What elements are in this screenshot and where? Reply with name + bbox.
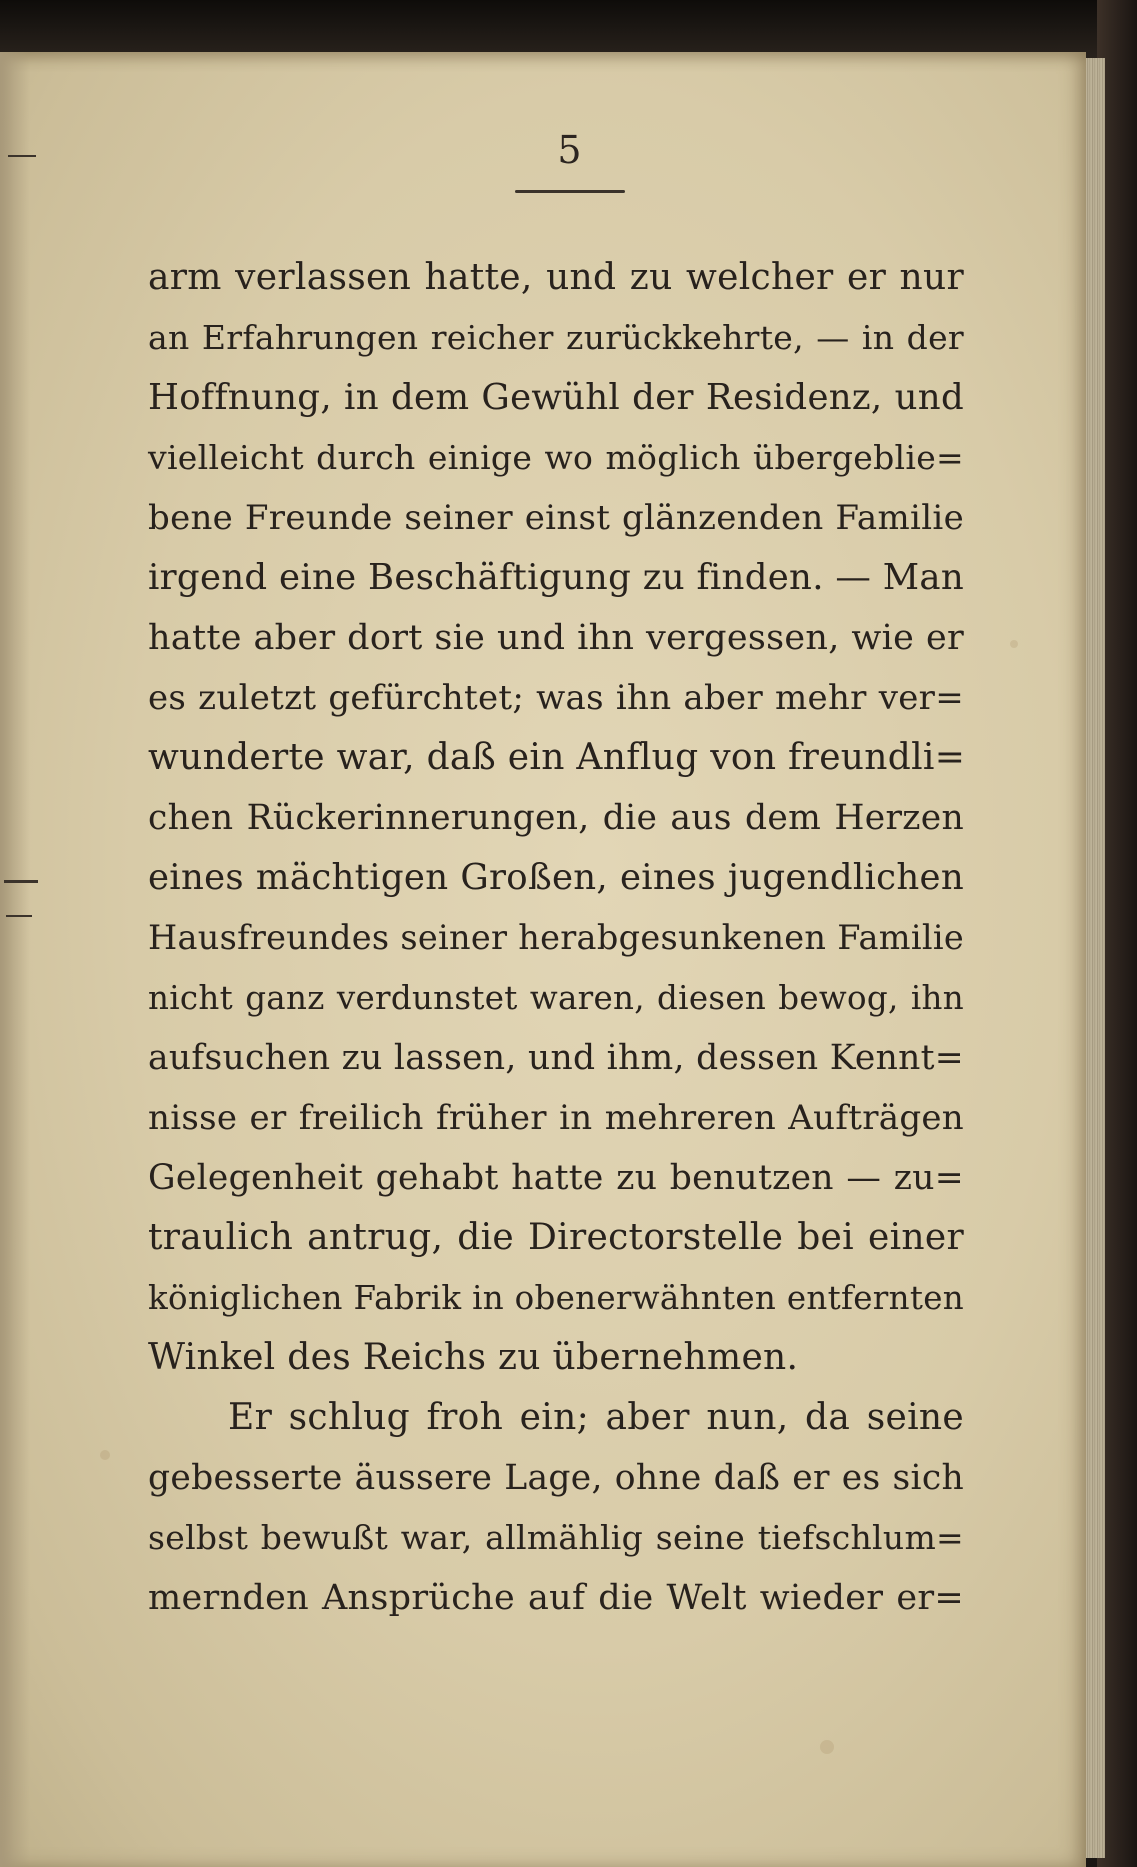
page-number: 5 <box>557 128 583 172</box>
text-line: an Erfahrungen reicher zurückkehrte, — in der <box>148 318 964 357</box>
text-line: nicht ganz verdunstet waren, diesen bewog, ihn <box>148 979 964 1017</box>
text-line: Hoffnung, in dem Gewühl der Residenz, und <box>148 377 964 418</box>
margin-mark <box>8 155 36 157</box>
header-rule <box>515 190 625 193</box>
page-gutter <box>0 52 30 1867</box>
text-line: aufsuchen zu lassen, und ihm, dessen Kennt= <box>148 1038 964 1078</box>
text-line: hatte aber dort sie und ihn vergessen, wie er <box>148 618 964 658</box>
body-text <box>148 248 964 1628</box>
margin-mark <box>4 880 38 883</box>
text-line: gebesserte äussere Lage, ohne daß er es sich <box>148 1458 964 1498</box>
text-line: traulich antrug, die Directorstelle bei einer <box>148 1217 964 1258</box>
text-line: chen Rückerinnerungen, die aus dem Herzen <box>148 798 964 838</box>
margin-mark <box>6 915 32 917</box>
text-line: bene Freunde seiner einst glänzenden Familie <box>148 498 964 538</box>
text-line: Winkel des Reichs zu übernehmen. <box>148 1337 799 1378</box>
foxing-spot <box>820 1740 834 1754</box>
text-line: mernden Ansprüche auf die Welt wieder er= <box>148 1578 964 1618</box>
book-cover-top <box>0 0 1137 60</box>
text-line: selbst bewußt war, allmählig seine tiefschlum= <box>148 1518 964 1557</box>
text-line: es zuletzt gefürchtet; was ihn aber mehr ver= <box>148 678 964 718</box>
text-line: Er schlug froh ein; aber nun, da seine <box>228 1397 964 1438</box>
text-line: vielleicht durch einige wo möglich übergeblie= <box>148 438 964 477</box>
text-line: königlichen Fabrik in obenerwähnten entfernten <box>148 1279 964 1317</box>
foxing-spot <box>100 1450 110 1460</box>
text-line: Hausfreundes seiner herabgesunkenen Familie <box>148 918 965 957</box>
text-line: irgend eine Beschäftigung zu finden. — Man <box>148 557 965 598</box>
foxing-spot <box>1010 640 1018 648</box>
text-line: nisse er freilich früher in mehreren Aufträgen <box>148 1098 964 1138</box>
text-line: arm verlassen hatte, und zu welcher er nur <box>148 257 964 298</box>
text-line: eines mächtigen Großen, eines jugendlichen <box>148 857 964 898</box>
text-line: Gelegenheit gehabt hatte zu benutzen — zu= <box>148 1158 964 1198</box>
text-line: wunderte war, daß ein Anflug von freundli= <box>148 737 966 778</box>
